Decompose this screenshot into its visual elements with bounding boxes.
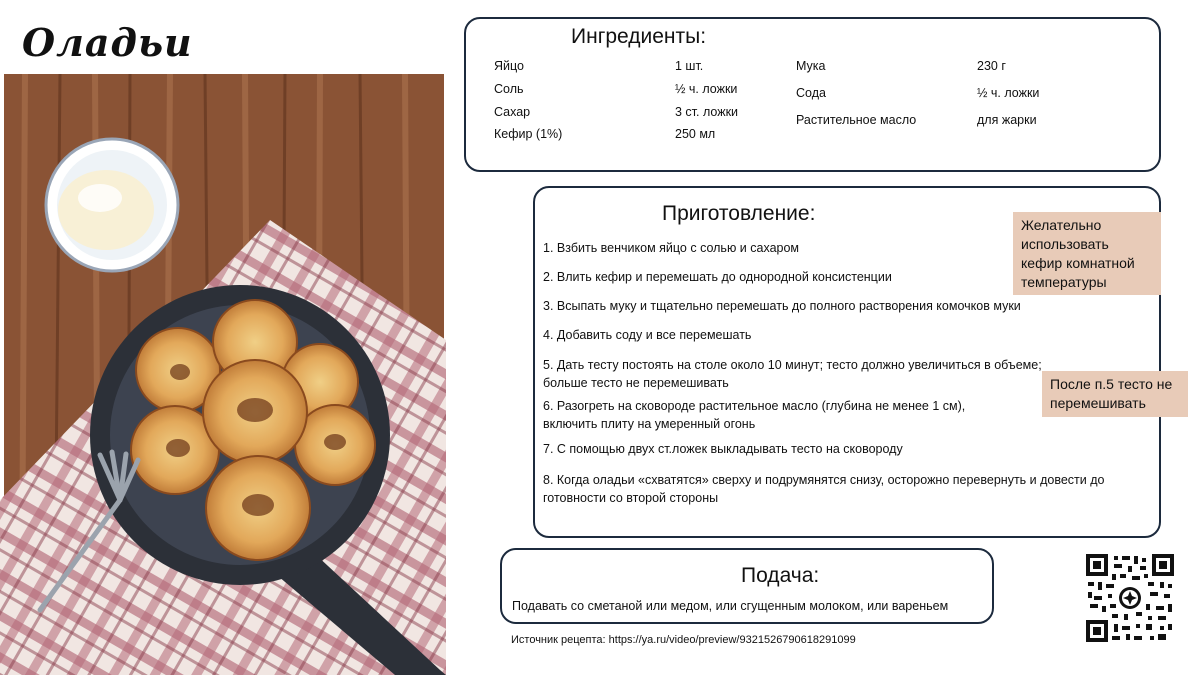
recipe-source: Источник рецепта: https://ya.ru/video/preview/9321526790618291099 [511, 634, 856, 646]
no-mixing-note: После п.5 тесто не перемешивать [1042, 371, 1188, 417]
ingredient-name: Яйцо [494, 59, 524, 73]
serving-text: Подавать со сметаной или медом, или сгущенным молоком, или вареньем [512, 599, 949, 613]
step-item: 7. С помощью двух ст.ложек выкладывать тесто на сковороду [543, 442, 903, 456]
kefir-temperature-note: Желательно использовать кефир комнатной температуры [1013, 212, 1161, 295]
ingredient-name: Кефир (1%) [494, 127, 563, 141]
step-item: 1. Взбить венчиком яйцо с солью и сахаром [543, 241, 800, 255]
ingredients-heading: Ингредиенты: [571, 25, 707, 48]
ingredient-amount: 1 шт. [675, 59, 704, 73]
step-item: 3. Всыпать муку и тщательно перемешать до полного растворения комочков муки [543, 299, 1021, 313]
qr-code-icon[interactable] [1084, 552, 1176, 644]
pancakes-illustration [0, 70, 446, 675]
serving-heading: Подача: [741, 564, 820, 587]
ingredient-amount: 250 мл [675, 127, 716, 141]
ingredient-amount: 3 ст. ложки [675, 105, 739, 119]
step-item: 4. Добавить соду и все перемешать [543, 328, 752, 342]
preparation-heading: Приготовление: [662, 202, 816, 225]
page-title: Оладьи [22, 20, 193, 65]
step-item: 2. Влить кефир и перемешать до однородной консистенции [543, 270, 892, 284]
ingredient-amount: для жарки [977, 113, 1037, 127]
step-item: 8. Когда оладьи «схватятся» сверху и подрумянятся снизу, осторожно перевернуть и довести до готовности со второй стороны [543, 473, 1105, 505]
ingredient-name: Сода [796, 86, 826, 100]
ingredient-amount: 230 г [977, 59, 1006, 73]
ingredient-name: Соль [494, 82, 524, 96]
serving-panel [500, 548, 994, 624]
ingredients-panel [464, 17, 1161, 172]
ingredient-amount: ½ ч. ложки [977, 86, 1040, 100]
step-item: 5. Дать тесту постоять на столе около 10 минут; тесто должно увеличиться в объеме; больше тесто не перемешивать [543, 358, 1042, 390]
step-item: 6. Разогреть на сковороде растительное масло (глубина не менее 1 см), включить плиту на умеренный огонь [543, 399, 966, 431]
ingredient-name: Сахар [494, 105, 531, 119]
ingredient-amount: ½ ч. ложки [675, 82, 738, 96]
ingredient-name: Мука [796, 59, 826, 73]
ingredient-name: Растительное масло [796, 113, 917, 127]
